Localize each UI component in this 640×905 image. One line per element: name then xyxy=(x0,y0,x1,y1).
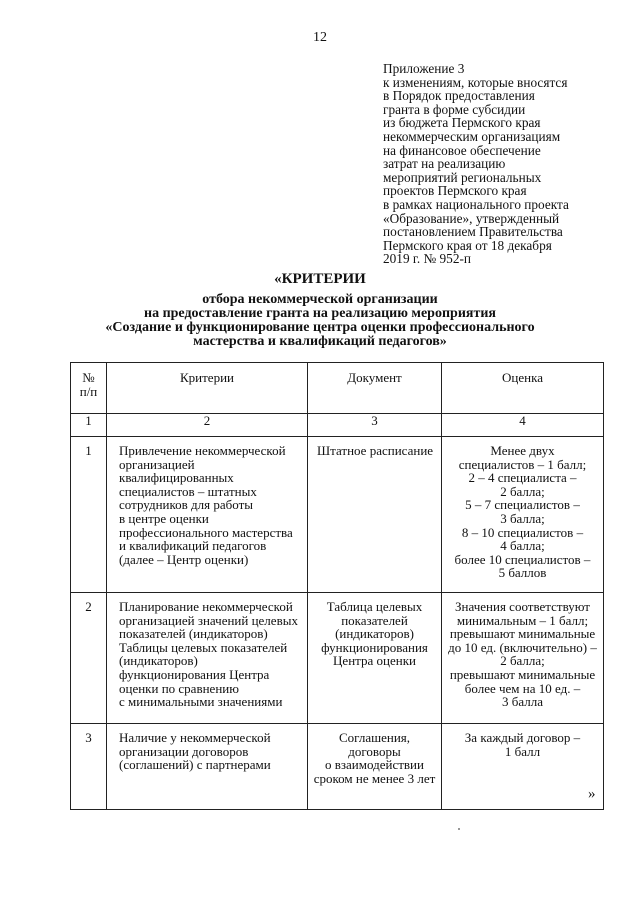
header-num-line: № xyxy=(82,370,95,385)
score-line: 2 балла; xyxy=(500,483,545,499)
score-line: За каждый договор – xyxy=(464,730,581,745)
appendix-line: в рамках национального проекта xyxy=(383,196,569,212)
appendix-line: некоммерческим организациям xyxy=(383,128,561,144)
criteria-line: Привлечение некоммерческой xyxy=(119,443,286,458)
score-line: специалистов – 1 балл; xyxy=(458,456,587,472)
appendix-line: «Образование», утвержденный xyxy=(383,210,560,226)
table-row xyxy=(71,437,604,593)
criteria-line: Наличие у некоммерческой xyxy=(119,730,271,745)
index-cell: 3 xyxy=(308,414,442,437)
criteria-cell xyxy=(107,437,308,593)
criteria-line: в центре оценки xyxy=(119,510,209,526)
score-line: 4 балла; xyxy=(500,538,545,554)
row-number: 2 xyxy=(71,593,107,724)
criteria-line: организацией значений целевых xyxy=(119,612,298,628)
header-num xyxy=(71,363,107,414)
document-line: показателей xyxy=(341,612,408,628)
criteria-line: с минимальными значениями xyxy=(119,694,283,710)
criteria-line: сотрудников для работы xyxy=(119,497,253,513)
closing-quote: » xyxy=(588,786,596,802)
document-line: о взаимодействии xyxy=(325,757,424,773)
table-row xyxy=(71,724,604,810)
criteria-line: (далее – Центр оценки) xyxy=(119,551,249,567)
score-line: до 10 ед. (включительно) – xyxy=(448,639,597,655)
score-line: 2 – 4 специалиста – xyxy=(468,470,577,486)
score-line: 1 балл xyxy=(504,743,541,759)
document-line: Таблица целевых xyxy=(326,599,423,614)
score-line: 3 балла xyxy=(502,694,543,710)
criteria-line: организации договоров xyxy=(119,743,249,759)
document-line: Соглашения, xyxy=(338,730,411,745)
score-line: превышают минимальные xyxy=(449,626,596,642)
document-cell xyxy=(308,724,442,810)
document-line: Центра оценки xyxy=(333,653,416,669)
document-line: договоры xyxy=(348,743,401,759)
score-line: 5 – 7 специалистов – xyxy=(465,497,580,513)
score-cell xyxy=(442,724,604,810)
score-line: 5 баллов xyxy=(498,565,547,581)
document-line: сроком не менее 3 лет xyxy=(313,770,436,786)
appendix-line: Приложение 3 xyxy=(383,61,465,76)
appendix-line: гранта в форме субсидии xyxy=(383,101,526,117)
appendix-line: 2019 г. № 952-п xyxy=(383,251,472,267)
appendix-line: мероприятий региональных xyxy=(383,169,542,185)
criteria-line: Планирование некоммерческой xyxy=(119,599,293,614)
document-line: функционирования xyxy=(321,639,428,655)
criteria-line: (индикаторов) xyxy=(119,653,198,669)
document-subtitle xyxy=(0,293,640,349)
table-row xyxy=(71,593,604,724)
criteria-line: показателей (индикаторов) xyxy=(119,626,268,642)
index-cell: 4 xyxy=(442,414,604,437)
subtitle-line: мастерства и квалификаций педагогов» xyxy=(193,334,447,349)
appendix-line: Пермского края от 18 декабря xyxy=(383,237,552,253)
criteria-line: профессионального мастерства xyxy=(119,524,293,540)
criteria-line: функционирования Центра xyxy=(119,666,270,682)
appendix-line: в Порядок предоставления xyxy=(383,88,535,104)
criteria-line: оценки по сравнению xyxy=(119,680,239,696)
criteria-cell xyxy=(107,593,308,724)
row-number: 1 xyxy=(71,437,107,593)
score-line: минимальным – 1 балл; xyxy=(456,612,589,628)
header-criteria: Критерии xyxy=(107,363,308,414)
document-title: «КРИТЕРИИ xyxy=(274,271,366,287)
appendix-line: на финансовое обеспечение xyxy=(383,142,541,158)
appendix-line: затрат на реализацию xyxy=(383,156,506,172)
document-line: (индикаторов) xyxy=(335,626,414,642)
document-cell xyxy=(308,593,442,724)
appendix-line: из бюджета Пермского края xyxy=(383,115,541,131)
criteria-line: и квалификаций педагогов xyxy=(119,538,267,554)
score-cell xyxy=(442,437,604,593)
subtitle-line: отбора некоммерческой организации xyxy=(202,292,438,307)
scan-speck xyxy=(458,828,460,830)
table-index-row xyxy=(71,414,604,437)
score-line: Менее двух xyxy=(490,443,555,458)
score-line: 2 балла; xyxy=(500,653,545,669)
index-cell: 1 xyxy=(71,414,107,437)
score-line: более чем на 10 ед. – xyxy=(464,680,581,696)
appendix-line: постановлением Правительства xyxy=(383,224,563,240)
criteria-line: квалифицированных xyxy=(119,470,234,486)
index-cell: 2 xyxy=(107,414,308,437)
score-line: 3 балла; xyxy=(500,510,545,526)
appendix-line: к изменениям, которые вносятся xyxy=(383,74,568,90)
row-number: 3 xyxy=(71,724,107,810)
subtitle-line: «Создание и функционирование центра оценки профессионального xyxy=(105,320,535,335)
criteria-cell xyxy=(107,724,308,810)
header-num-line: п/п xyxy=(79,383,98,399)
document-cell xyxy=(308,437,442,593)
score-line: Значения соответствуют xyxy=(455,599,590,614)
page-number: 12 xyxy=(313,30,327,45)
criteria-line: организацией xyxy=(119,456,195,472)
criteria-line: Таблицы целевых показателей xyxy=(119,639,288,655)
score-line: 8 – 10 специалистов – xyxy=(461,524,584,540)
header-document: Документ xyxy=(308,363,442,414)
table-header-row xyxy=(71,363,604,414)
score-cell xyxy=(442,593,604,724)
score-line: превышают минимальные xyxy=(449,666,596,682)
criteria-table xyxy=(70,362,604,810)
subtitle-line: на предоставление гранта на реализацию мероприятия xyxy=(144,306,496,321)
score-line: более 10 специалистов – xyxy=(454,551,591,567)
header-score: Оценка xyxy=(442,363,604,414)
criteria-line: (соглашений) с партнерами xyxy=(119,757,271,773)
criteria-line: специалистов – штатных xyxy=(119,483,257,499)
appendix-block xyxy=(383,62,623,266)
appendix-line: проектов Пермского края xyxy=(383,183,527,199)
document-line: Штатное расписание xyxy=(317,443,434,458)
